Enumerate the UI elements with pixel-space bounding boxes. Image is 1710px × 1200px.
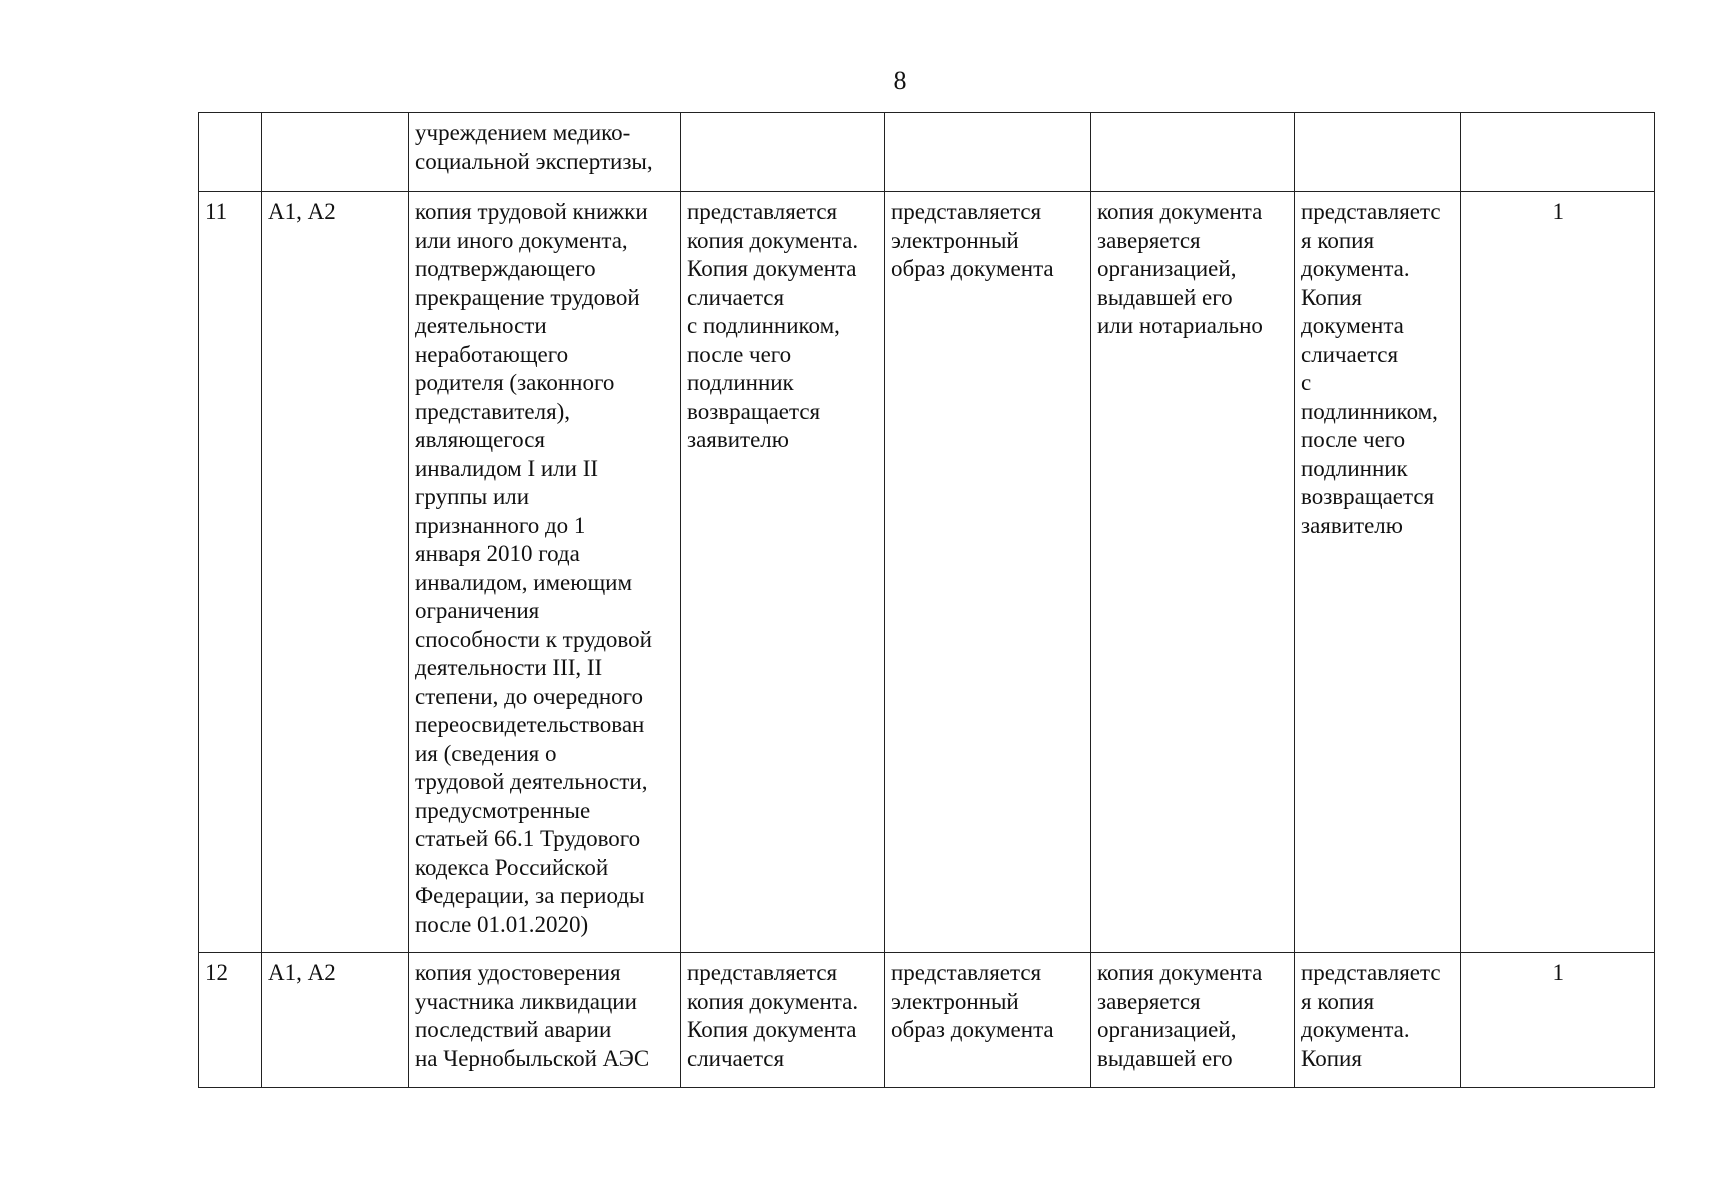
submission-cell — [681, 113, 885, 192]
document-name-cell: учреждением медико- социальной экспертизы, — [409, 113, 681, 192]
verification-cell: представляетс я копия документа. Копия документа сличается с подлинником, после чего подлинник возвращается заявителю — [1295, 192, 1461, 953]
table-row — [199, 113, 1655, 192]
verification-cell: представляетс я копия документа. Копия — [1295, 953, 1461, 1088]
table-row — [199, 953, 1655, 1088]
codes-cell — [262, 113, 409, 192]
row-number-cell — [199, 113, 262, 192]
codes-cell: А1, А2 — [262, 192, 409, 953]
documents-table — [198, 112, 1655, 1088]
table-row — [199, 192, 1655, 953]
count-cell: 1 — [1461, 953, 1655, 1088]
certification-cell: копия документа заверяется организацией, выдавшей его — [1091, 953, 1295, 1088]
page-number: 8 — [893, 66, 907, 95]
electronic-form-cell: представляется электронный образ документа — [885, 192, 1091, 953]
verification-cell — [1295, 113, 1461, 192]
count-cell — [1461, 113, 1655, 192]
submission-cell: представляется копия документа. Копия документа сличается — [681, 953, 885, 1088]
submission-cell: представляется копия документа. Копия документа сличается с подлинником, после чего подлинник возвращается заявителю — [681, 192, 885, 953]
row-number-cell: 11 — [199, 192, 262, 953]
document-name-cell: копия удостоверения участника ликвидации последствий аварии на Чернобыльской АЭС — [409, 953, 681, 1088]
electronic-form-cell — [885, 113, 1091, 192]
codes-cell: А1, А2 — [262, 953, 409, 1088]
row-number-cell: 12 — [199, 953, 262, 1088]
certification-cell: копия документа заверяется организацией, выдавшей его или нотариально — [1091, 192, 1295, 953]
certification-cell — [1091, 113, 1295, 192]
count-cell: 1 — [1461, 192, 1655, 953]
document-name-cell: копия трудовой книжки или иного документа, подтверждающего прекращение трудовой деятельности неработающего родителя (законного представителя), являющегося инвалидом I или II группы или признанного до 1 января 2010 года инвалидом, имеющим ограничения способности к трудовой деятельности III, II степени, до очередного переосвидетельствован ия (сведения о трудовой деятельности, предусмотренные статьей 66.1 Трудового кодекса Российской Федерации, за периоды после 01.01.2020) — [409, 192, 681, 953]
electronic-form-cell: представляется электронный образ документа — [885, 953, 1091, 1088]
